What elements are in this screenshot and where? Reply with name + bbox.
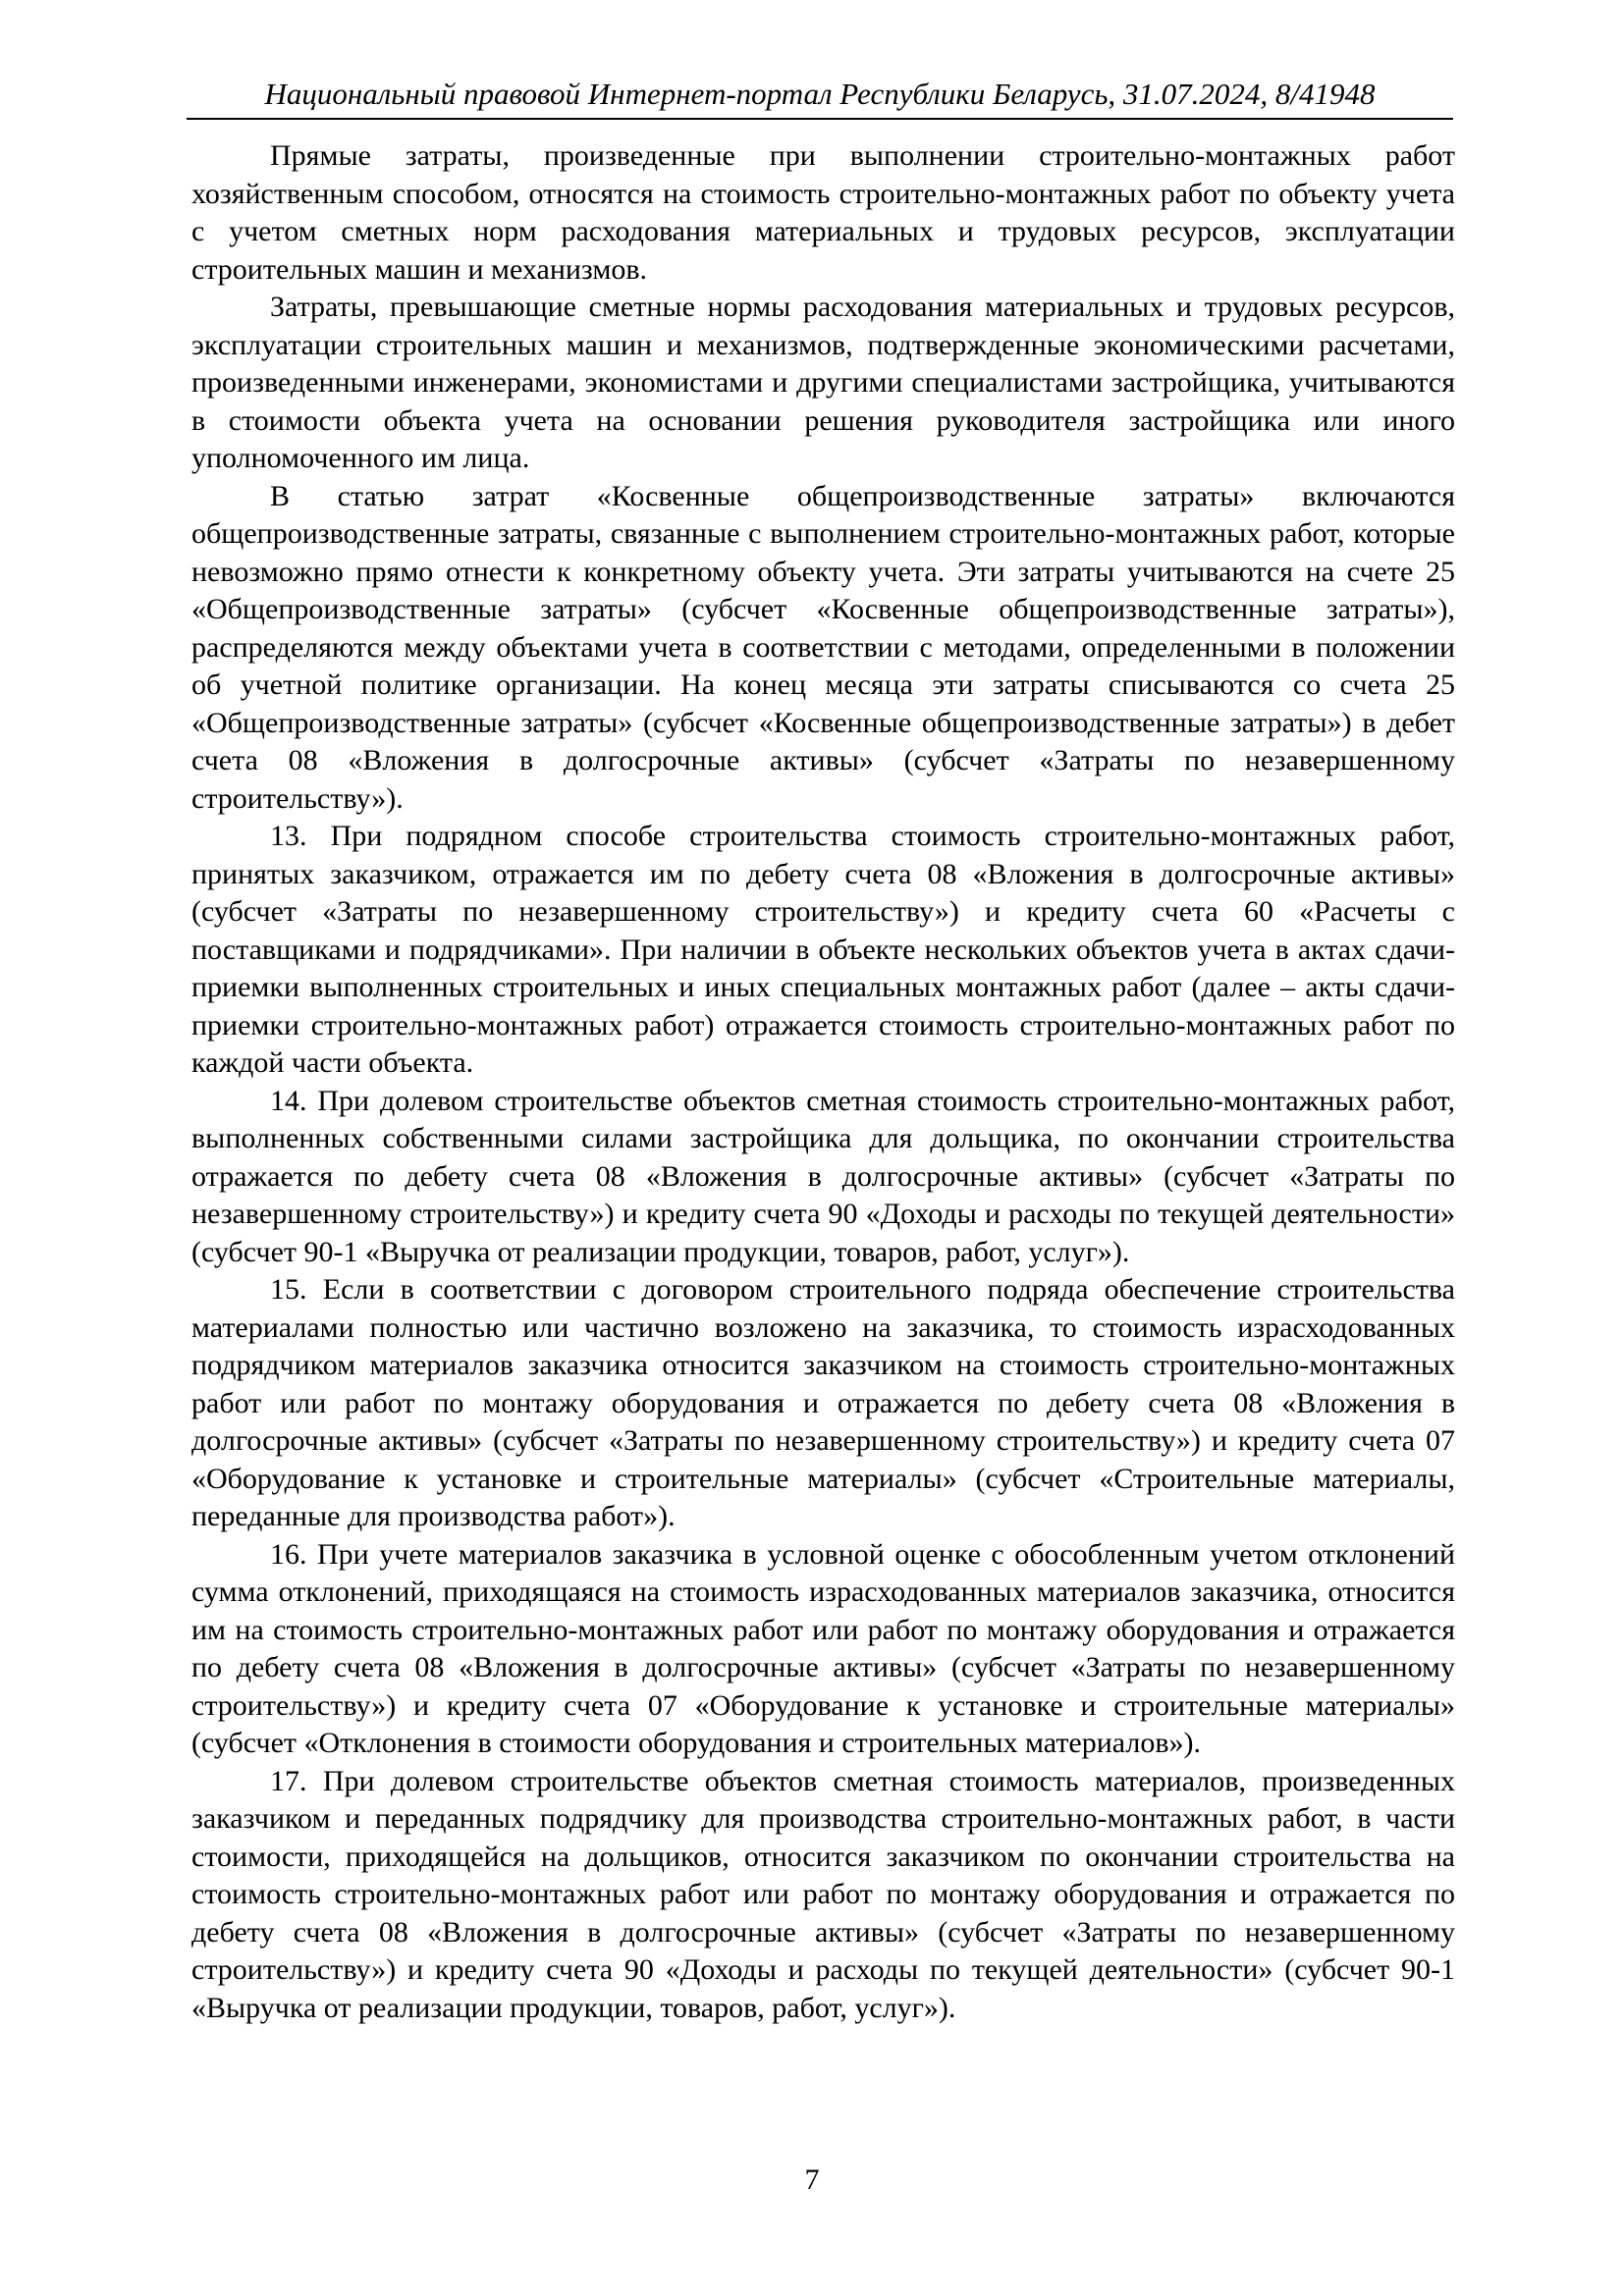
paragraph-excess-costs: Затраты, превышающие сметные нормы расходования материальных и трудовых ресурсов, эксплуатации строительных машин и механизмов, подтвержденные экономическими расчетами, произведенными инженерами, экономистами и другими специалистами застройщика, учитываются в стоимости объекта учета на основании решения руководителя застройщика или иного уполномоченного им лица.: [191, 291, 1455, 474]
paragraph-item-14: 14. При долевом строительстве объектов сметная стоимость строительно-монтажных работ, выполненных собственными силами застройщика для дольщика, по окончании строительства отражается по дебету счета 08 «Вложения в долгосрочные активы» (субсчет «Затраты по незавершенному строительству») и кредиту счета 90 «Доходы и расходы по текущей деятельности» (субсчет 90-1 «Выручка от реализации продукции, товаров, работ, услуг»).: [191, 1084, 1455, 1268]
document-body: [191, 137, 1455, 2027]
paragraph-indirect-costs: В статью затрат «Косвенные общепроизводственные затраты» включаются общепроизводственные затраты, связанные с выполнением строительно-монтажных работ, которые невозможно прямо отнести к конкретному объекту учета. Эти затраты учитываются на счете 25 «Общепроизводственные затраты» (субсчет «Косвенные общепроизводственные затраты»), распределяются между объектами учета в соответствии с методами, определенными в положении об учетной политике организации. На конец месяца эти затраты списываются со счета 25 «Общепроизводственные затраты» (субсчет «Косвенные общепроизводственные затраты») в дебет счета 08 «Вложения в долгосрочные активы» (субсчет «Затраты по незавершенному строительству»).: [191, 479, 1455, 815]
page-number: 7: [804, 2163, 820, 2196]
paragraph-item-17: 17. При долевом строительстве объектов сметная стоимость материалов, произведенных заказчиком и переданных подрядчику для производства строительно-монтажных работ, в части стоимости, приходящейся на дольщиков, относится заказчиком по окончании строительства на стоимость строительно-монтажных работ или работ по монтажу оборудования и отражается по дебету счета 08 «Вложения в долгосрочные активы» (субсчет «Затраты по незавершенному строительству») и кредиту счета 90 «Доходы и расходы по текущей деятельности» (субсчет 90-1 «Выручка от реализации продукции, товаров, работ, услуг»).: [191, 1764, 1455, 2024]
paragraph-direct-costs: Прямые затраты, произведенные при выполнении строительно-монтажных работ хозяйственным способом, относятся на стоимость строительно-монтажных работ по объекту учета с учетом сметных норм расходования материальных и трудовых ресурсов, эксплуатации строительных машин и механизмов.: [191, 139, 1455, 286]
paragraph-item-15: 15. Если в соответствии с договором строительного подряда обеспечение строительства материалами полностью или частично возложено на заказчика, то стоимость израсходованных подрядчиком материалов заказчика относится заказчиком на стоимость строительно-монтажных работ или работ по монтажу оборудования и отражается по дебету счета 08 «Вложения в долгосрочные активы» (субсчет «Затраты по незавершенному строительству») и кредиту счета 07 «Оборудование к установке и строительные материалы» (субсчет «Строительные материалы, переданные для производства работ»).: [191, 1273, 1455, 1532]
paragraph-item-16: 16. При учете материалов заказчика в условной оценке с обособленным учетом отклонений сумма отклонений, приходящаяся на стоимость израсходованных материалов заказчика, относится им на стоимость строительно-монтажных работ или работ по монтажу оборудования и отражается по дебету счета 08 «Вложения в долгосрочные активы» (субсчет «Затраты по незавершенному строительству») и кредиту счета 07 «Оборудование к установке и строительные материалы» (субсчет «Отклонения в стоимости оборудования и строительных материалов»).: [191, 1537, 1455, 1759]
page-header-source: Национальный правовой Интернет-портал Республики Беларусь, 31.07.2024, 8/41948: [264, 77, 1376, 111]
paragraph-item-13: 13. При подрядном способе строительства стоимость строительно-монтажных работ, принятых заказчиком, отражается им по дебету счета 08 «Вложения в долгосрочные активы» (субсчет «Затраты по незавершенному строительству») и кредиту счета 60 «Расчеты с поставщиками и подрядчиками». При наличии в объекте нескольких объектов учета в актах сдачи-приемки выполненных строительных и иных специальных монтажных работ (далее – акты сдачи-приемки строительно-монтажных работ) отражается стоимость строительно-монтажных работ по каждой части объекта.: [191, 820, 1455, 1079]
header-divider: [187, 118, 1453, 120]
